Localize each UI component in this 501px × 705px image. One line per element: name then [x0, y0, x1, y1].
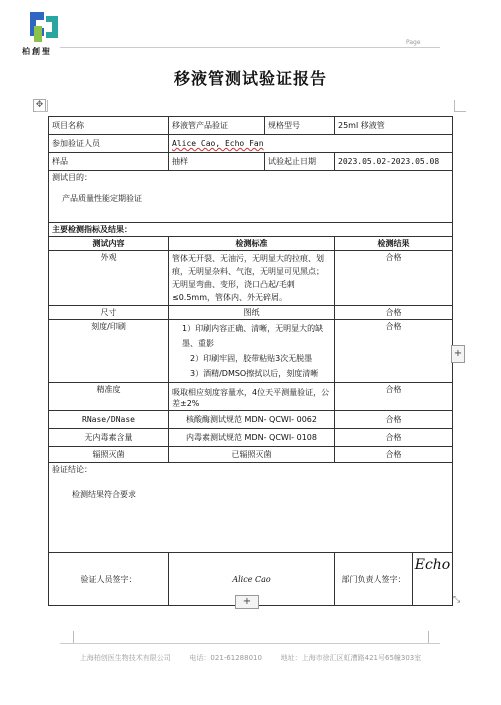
- printing-line-3: 3）酒精/DMSO擦拭以后，刻度清晰: [190, 369, 319, 378]
- page-label: Page: [406, 39, 421, 46]
- footer-company: 上海柏创医生物技术有限公司: [79, 654, 171, 662]
- manager-cell: [335, 553, 453, 606]
- item-dimension: 尺寸: [49, 306, 169, 320]
- purpose-text: 产品质量性能定期验证: [62, 194, 142, 203]
- manager-label: 部门负责人签字：: [335, 553, 413, 605]
- item-appearance: 外观: [49, 251, 169, 306]
- purpose-cell[interactable]: [49, 171, 453, 223]
- result-appearance[interactable]: 合格: [335, 251, 453, 306]
- item-endotoxin: 无内毒素含量: [49, 429, 169, 447]
- project-label: 项目名称: [49, 117, 169, 135]
- table-row: [49, 447, 453, 463]
- table-row: [49, 153, 453, 171]
- table-row: [49, 135, 453, 153]
- crop-mark-bottom-right: [428, 631, 440, 643]
- verifier-signature: Alice Cao: [169, 553, 335, 606]
- item-sterilization: 辐照灭菌: [49, 447, 169, 463]
- logo-text: 柏創聖: [22, 47, 52, 56]
- conclusion-text: 检测结果符合要求: [72, 490, 136, 499]
- table-row: [49, 411, 453, 429]
- report-table: [48, 116, 453, 606]
- people-label: 参加验证人员: [49, 135, 169, 153]
- date-value[interactable]: 2023.05.02-2023.05.08: [335, 153, 453, 171]
- crop-mark-top-left: [36, 100, 48, 112]
- header-test-item: 测试内容: [49, 237, 169, 251]
- table-row: [49, 251, 453, 306]
- conclusion-label: 验证结论：: [52, 465, 92, 474]
- standard-dimension[interactable]: 图纸: [169, 306, 335, 320]
- spec-label: 规格型号: [265, 117, 335, 135]
- sample-value[interactable]: 抽样: [169, 153, 265, 171]
- result-rnase[interactable]: 合格: [335, 411, 453, 429]
- sample-label: 样品: [49, 153, 169, 171]
- standard-printing[interactable]: [169, 320, 335, 383]
- footer-address: 地址：上海市徐汇区虹漕路421号65幢303室: [280, 654, 422, 662]
- footer-phone: 电话：021-61288010: [189, 654, 262, 662]
- header-rule: [60, 47, 440, 48]
- header-result: 检测结果: [335, 237, 453, 251]
- people-value-text: Alice Cao, Echo Fan: [172, 139, 264, 148]
- conclusion-cell[interactable]: [49, 463, 453, 553]
- footer-rule: [60, 643, 440, 644]
- document-title: 移液管测试验证报告: [173, 69, 327, 88]
- table-row: [49, 223, 453, 237]
- table-row: [49, 320, 453, 383]
- result-endotoxin[interactable]: 合格: [335, 429, 453, 447]
- indicators-header-row: [49, 237, 453, 251]
- item-rnase: RNase/DNase: [49, 411, 169, 429]
- people-value[interactable]: [169, 135, 453, 153]
- result-printing[interactable]: 合格: [335, 320, 453, 383]
- table-row: [49, 429, 453, 447]
- table-row: [49, 306, 453, 320]
- standard-sterilization[interactable]: 已辐照灭菌: [169, 447, 335, 463]
- result-accuracy[interactable]: 合格: [335, 383, 453, 411]
- crop-mark-top-right: [454, 100, 466, 112]
- project-value[interactable]: 移液管产品验证: [169, 117, 265, 135]
- add-row-button[interactable]: +: [235, 595, 259, 609]
- purpose-label: 测试目的：: [52, 173, 92, 182]
- indicators-section-label: 主要检测指标及结果：: [49, 223, 453, 237]
- result-dimension[interactable]: 合格: [335, 306, 453, 320]
- table-move-handle-icon[interactable]: ✥: [33, 99, 46, 112]
- table-row: [49, 171, 453, 223]
- manager-signature: Echo: [414, 557, 451, 573]
- table-row: [49, 383, 453, 411]
- header-standard: 检测标准: [169, 237, 335, 251]
- standard-accuracy[interactable]: 吸取相应刻度容量水，4位天平测量验证，公差±2%: [169, 383, 335, 411]
- item-accuracy: 精准度: [49, 383, 169, 411]
- printing-line-1: 1）印刷内容正确、清晰，无明显大的缺墨、重影: [182, 324, 324, 348]
- crop-mark-bottom-left: [62, 631, 74, 643]
- verifier-label: 验证人员签字：: [49, 553, 169, 606]
- standard-endotoxin[interactable]: 内毒素测试规范 MDN- QCWI- 0108: [169, 429, 335, 447]
- item-printing: 刻度/印刷: [49, 320, 169, 383]
- standard-appearance[interactable]: 管体无开裂、无油污，无明显大的拉痕、划痕，无明显杂料、气泡，无明显可见黑点；无明显弯曲、变形，浇口凸起/毛刺≤0.5mm，管体内、外无碎屑。: [169, 251, 335, 306]
- spec-value[interactable]: 25ml 移液管: [335, 117, 453, 135]
- table-resize-handle-icon[interactable]: ⤡: [453, 595, 461, 605]
- table-row: [49, 117, 453, 135]
- page-footer: [0, 653, 501, 663]
- printing-line-2: 2）印刷牢固，胶带粘贴3次无脱墨: [190, 354, 313, 363]
- date-label: 试验起止日期: [265, 153, 335, 171]
- add-column-button[interactable]: +: [451, 345, 465, 363]
- result-sterilization[interactable]: 合格: [335, 447, 453, 463]
- table-row: [49, 463, 453, 553]
- standard-rnase[interactable]: 核酸酶测试规范 MDN- QCWI- 0062: [169, 411, 335, 429]
